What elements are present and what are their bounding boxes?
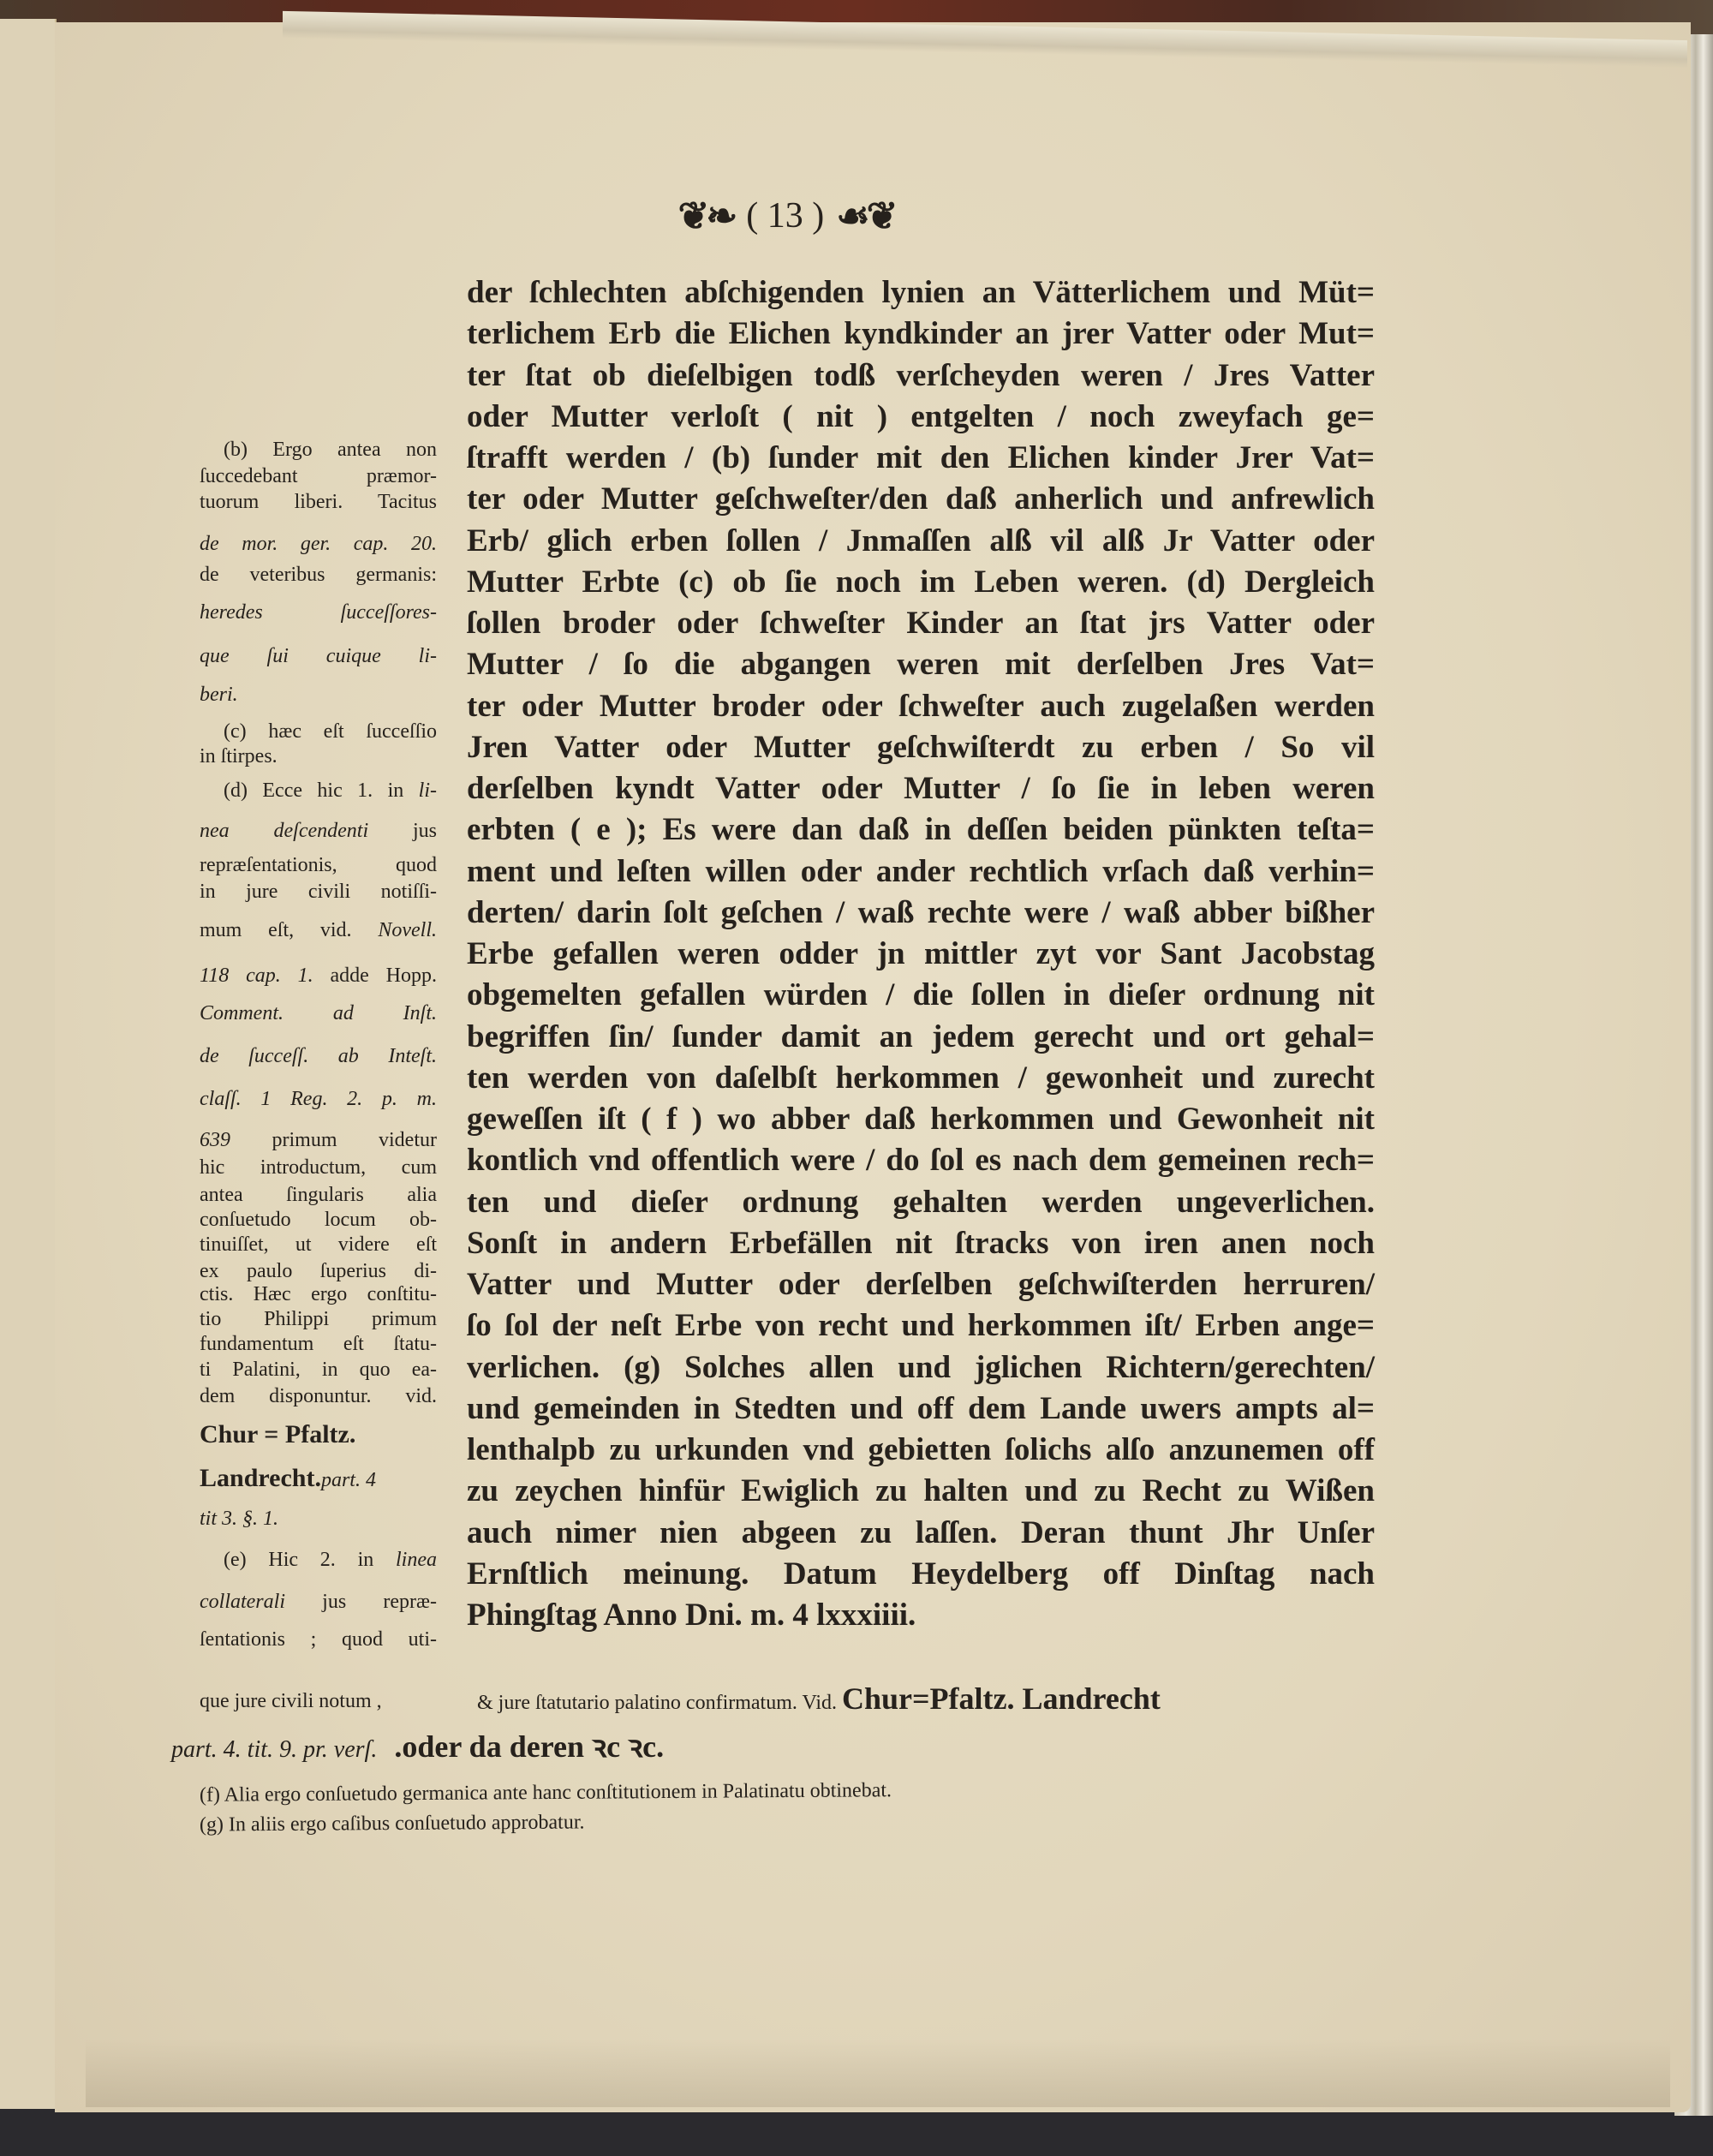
text-line: derten/ darin ſolt geſchen / waß rechte were / waß abber bißher [467,894,1375,930]
margin-note-line [200,1232,437,1257]
note-text: li- [418,779,437,803]
text-line: Erbe gefallen weren odder jn mittler zyt vor Sant Jacobstag [467,936,1375,971]
text-line: Ernſtlich meinung. Datum Heydelberg off Dinſtag nach [467,1556,1375,1592]
note-text: (b) Ergo antea non [224,439,437,462]
margin-note-line [200,917,437,943]
margin-note-line [200,463,437,489]
text-line: derſelben kyndt Vatter oder Mutter / ſo ſie in leben weren [467,771,1375,806]
note-text: mum eſt, vid. [200,918,379,941]
note-text: (d) Ecce hic 1. in [224,779,419,803]
text-line: Erb/ glich erben ſollen / Jnmaſſen alß vil alß Jr Vatter oder [467,523,1375,558]
text-line: oder Mutter verloſt ( nit ) entgelten / noch zweyfach ge= [467,398,1375,434]
margin-note-line [200,1506,437,1532]
text-line: terlichem Erb die Elichen kyndkinder an jrer Vatter oder Mut= [467,316,1375,352]
note-text: de veteribus germanis: [200,564,437,587]
margin-note-line [200,744,437,769]
text-line: erbten ( e ); Es were dan daß in deſſen beiden pünkten teſta= [467,812,1375,848]
margin-note-line [200,1383,437,1409]
note-text: heredes ſucceſſores- [200,600,437,624]
footnote-ref: part. 4. tit. 9. pr. verſ. [171,1736,378,1763]
footnote-german-ref: Chur=Pfaltz. Landrecht [842,1681,1161,1716]
note-text: repræſentationis, quod [200,854,437,877]
margin-note-line [200,1000,437,1026]
text-line: auch nimer nien abgeen zu laſſen. Deran thunt Jhr Unſer [467,1514,1375,1550]
note-text: in ſtirpes. [200,745,278,768]
margin-note-line [200,719,437,744]
note-text: ctis. Hæc ergo conſtitu- [200,1282,437,1305]
text-line: obgemelten gefallen würden / die ſollen in dieſer ordnung nit [467,977,1375,1013]
note-text: de mor. ger. cap. 20. [200,532,437,555]
text-line: ter oder Mutter broder oder ſchweſter auch zugelaßen werden [467,688,1375,724]
footnote-german: .oder da deren ꝛc ꝛc. [394,1729,665,1764]
margin-note-line [200,818,437,844]
margin-note-line [200,1357,437,1383]
note-text: tit 3. §. 1. [200,1507,279,1530]
note-text: part. 4 [320,1468,376,1491]
text-line: Mutter / ſo die abgangen weren mit derſelben Jres Vat= [467,647,1375,683]
note-text: fundamentum eſt ſtatu- [200,1332,437,1355]
note-text: 118 cap. 1. [200,964,313,987]
note-text: nea deſcendenti [200,820,413,843]
text-line: ſtrafft werden / (b) ſunder mit den Elichen kinder Jrer Vat= [467,440,1375,475]
text-line: Mutter Erbte (c) ob ſie noch im Leben weren. (d) Dergleich [467,564,1375,600]
margin-note-line [200,852,437,878]
text-line: kontlich vnd offentlich were / do ſol es nach dem gemeinen rech= [467,1143,1375,1179]
note-text: que jure civili notum , [200,1689,382,1712]
footnote-g: (g) In aliis ergo caſibus conſuetudo approbatur. [199,1811,585,1836]
margin-note-line [200,1627,437,1652]
text-line: ten und dieſer ordnung gehalten werden ungeverlichen. [467,1184,1375,1220]
margin-note-line [200,778,437,803]
ornament-left-icon: ❦❧ [677,194,735,237]
margin-note-line [200,1589,437,1615]
note-text: conſuetudo locum ob- [200,1209,437,1232]
note-text: tio Philippi primum [200,1307,437,1330]
note-text: ti Palatini, in quo ea- [200,1359,437,1382]
margin-note-line [200,1419,437,1449]
footnote-latin: & jure ſtatutario palatino confirmatum. Vid. [477,1692,838,1714]
note-text: tinuiſſet, ut videre eſt [200,1233,437,1257]
margin-note-line [200,489,437,515]
margin-note-line [200,1547,437,1573]
text-line: und gemeinden in Stedten und off dem Lande uwers ampts al= [467,1390,1375,1426]
note-text: ſentationis ; quod uti- [200,1627,437,1651]
facing-page-edge [0,19,57,2109]
footnote-continuation-1 [477,1681,1161,1716]
text-line: zu zeychen hinfür Ewiglich zu halten und zu Recht zu Wißen [467,1473,1375,1509]
note-text: ex paulo ſuperius di- [200,1259,437,1282]
margin-note-line [200,1207,437,1233]
text-line: begriffen ſin/ ſunder damit an jedem gerecht und ort gehal= [467,1018,1375,1054]
margin-note-line [200,1331,437,1357]
footnote-continuation-2 [171,1729,665,1764]
margin-note-line [200,682,437,708]
text-line: Sonſt in andern Erbefällen nit ſtracks von iren anen noch [467,1225,1375,1261]
margin-note-line [200,437,437,463]
margin-note-line [200,643,437,669]
text-line: Vatter und Mutter oder derſelben geſchwiſterden herruren/ [467,1267,1375,1302]
margin-note-line [200,562,437,588]
text-line: ter ſtat ob dieſelbigen todß verſcheyden weren / Jres Vatter [467,357,1375,393]
margin-note-line [200,879,437,905]
note-text: Novell. [378,918,437,941]
note-text: 639 [200,1129,230,1152]
note-text: que ſui cuique li- [200,645,437,668]
note-text: (e) Hic 2. in [224,1548,396,1571]
text-line: ter oder Mutter geſchweſter/den daß anherlich und anfrewlich [467,481,1375,517]
page-number: ( 13 ) [746,196,825,236]
margin-note-line [200,1463,437,1493]
note-text: adde Hopp. [313,964,438,987]
text-line: ment und leſten willen oder ander rechtlich vrſach daß verhin= [467,853,1375,889]
note-text: tuorum liberi. Tacitus [200,491,437,514]
note-text: hic introductum, cum [200,1156,437,1180]
note-text: in jure civili notiſſi- [200,880,437,903]
text-line: geweſſen iſt ( f ) wo abber daß herkommen und Gewonheit nit [467,1102,1375,1137]
margin-note-line [200,1043,437,1069]
note-text: beri. [200,684,238,707]
note-text: linea [396,1548,437,1571]
text-line: ſo ſol der neſt Erbe von recht und herkommen iſt/ Erben ange= [467,1308,1375,1344]
text-line: ten werden von daſelbſt herkommen / gewonheit und zurecht [467,1060,1375,1096]
note-text: claſſ. 1 Reg. 2. p. m. [200,1088,437,1110]
text-line: Phingſtag Anno Dni. m. 4 lxxxiiii. [467,1598,916,1633]
page-header [641,190,932,242]
text-line: verlichen. (g) Solches allen und jglichen Richtern/gerechten/ [467,1349,1375,1385]
margin-note-line [200,531,437,557]
text-line: der ſchlechten abſchigenden lynien an Vätterlichem und Müt= [467,275,1375,310]
footnote-f: (f) Alia ergo conſuetudo germanica ante hanc conſtitutionem in Palatinatu obtinebat. [199,1779,892,1807]
margin-note-line [200,1688,437,1714]
note-text: Landrecht. [200,1463,321,1492]
margin-note-line [200,1155,437,1180]
margin-note-line [200,1258,437,1284]
text-line: Jren Vatter oder Mutter geſchwiſterdt zu erben / So vil [467,729,1375,765]
note-text: jus [412,820,437,843]
note-text: antea ſingularis alia [200,1184,437,1207]
margin-note-line [200,1086,437,1112]
note-text: (c) hæc eſt ſucceſſio [224,720,437,744]
note-text: collaterali [200,1591,285,1614]
note-text: jus repræ- [284,1591,437,1614]
margin-note-line [200,963,437,988]
margin-note-line [200,600,437,625]
note-text: Comment. ad Inſt. [200,1002,437,1025]
note-text: ſuccedebant præmor- [200,464,437,487]
water-stain [86,2039,1670,2107]
margin-note-line [200,1306,437,1332]
note-text: dem disponuntur. vid. [200,1384,437,1407]
text-line: ſollen broder oder ſchweſter Kinder an ſtat jrs Vatter oder [467,606,1375,641]
ornament-right-icon: ☙❦ [836,194,895,237]
text-line: lenthalpb zu urkunden vnd gebietten ſolichs alſo anzunemen off [467,1432,1375,1467]
note-text: de ſucceſſ. ab Inteſt. [200,1045,437,1068]
margin-note-line [200,1182,437,1208]
margin-note-line [200,1127,437,1153]
note-text: primum videtur [230,1129,437,1152]
margin-note-line [200,1281,437,1307]
note-text: Chur = Pfaltz. [200,1419,356,1448]
